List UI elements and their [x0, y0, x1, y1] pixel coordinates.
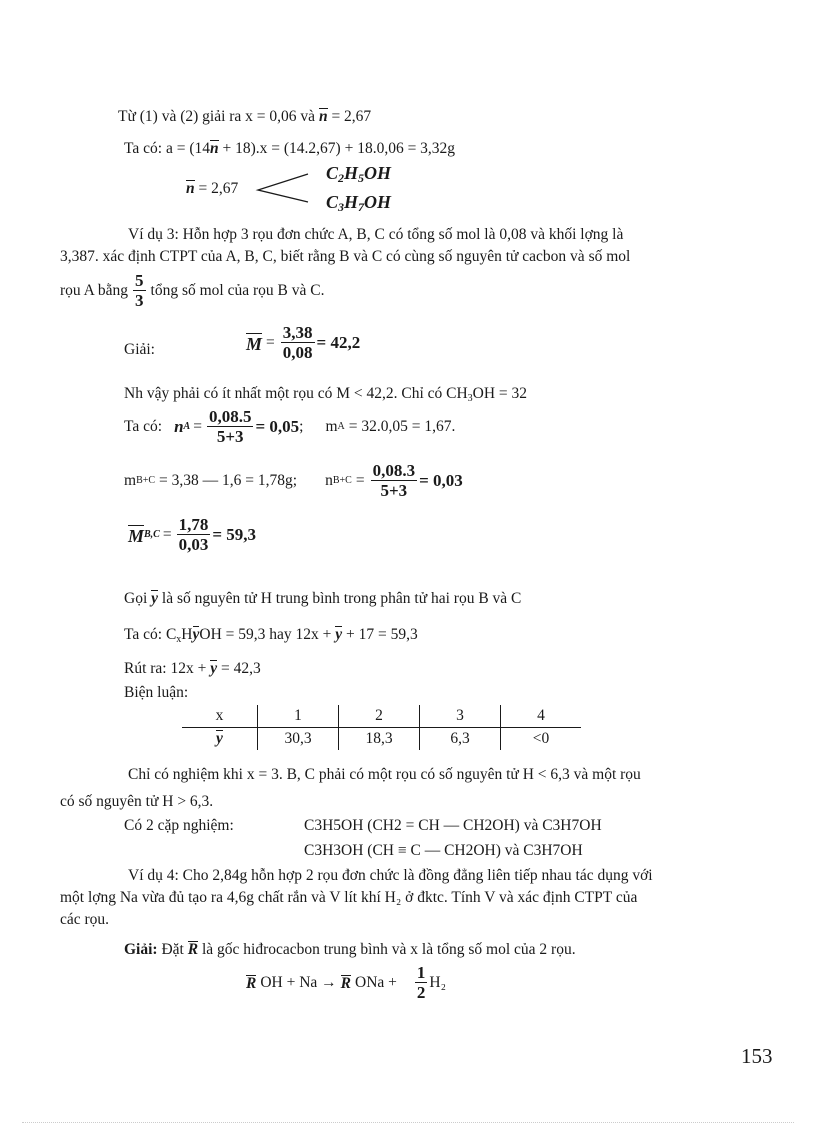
define-y-line: Gọi y là số nguyên tử H trung bình trong phân tử hai rọu B và C [124, 590, 522, 607]
formula-c3h7oh: $C_3H_7OH$ [326, 192, 392, 214]
table-cell: 1 [258, 705, 339, 728]
derived-equation: Rút ra: 12x + y = 42,3 [124, 660, 261, 677]
discussion-table [182, 705, 581, 750]
table-cell: 6,3 [420, 728, 501, 751]
discussion-label: Biện luận: [124, 684, 189, 701]
table-cell: 18,3 [339, 728, 420, 751]
example3-line3: rọu A bằng $\frac{5}{3}$ tổng số mol của rọu B và C. [60, 271, 325, 310]
example4-line2: một lợng Na vừa đủ tạo ra 4,6g chất rắn và V lít khí H₂ ở đktc. Tính V và xác định CTPT của [60, 889, 638, 906]
conclusion-line: Nh vậy phải có ít nhất một rọu có M < 42,2. Chỉ có $CH_3OH = 32$ [124, 385, 528, 404]
table-header-row [182, 705, 581, 728]
fraction-5-3: $\frac{5}{3}$ [135, 271, 144, 310]
example4-line3: các rọu. [60, 911, 110, 928]
n-average-line: n = 2,67 [186, 180, 239, 197]
branch-bracket [254, 170, 310, 204]
na-equation: Ta có: n A = $\frac{0,08.5}{5+3}$ = 0,05 ; m A = 32.0,05 = 1,67. [124, 407, 456, 446]
n-bar: n [186, 180, 195, 197]
molar-mass-equation: Ta có: $C_xHyOH = 59,3$ hay 12x + y + 17 = 59,3 [124, 626, 418, 645]
example4-line1: Ví dụ 4: Cho 2,84g hỗn hợp 2 rọu đơn chức là đồng đẳng liên tiếp nhau tác dụng với [128, 867, 653, 884]
mbc-nbc-line: m B+C = 3,38 — 1,6 = 1,78g; n B+C = $\frac{0,08.3}{5+3}$ = 0,03 [124, 461, 463, 500]
reaction-equation: R OH + Na → R ONa + $\frac{1}{2}$ H₂ [246, 963, 447, 1002]
pair-1: C3H5OH (CH2 = CH — CH2OH) và C3H7OH [304, 817, 602, 834]
table-cell: <0 [501, 728, 582, 751]
mass-a-line: Ta có: a = (14n + 18).x = (14.2,67) + 18.0,06 = 3,32g [124, 140, 456, 157]
solution-label: Giải: [124, 341, 155, 358]
page-number: 153 [741, 1044, 773, 1068]
table-row [182, 728, 581, 751]
n-bar: n [209, 140, 219, 157]
only-solution-line1: Chỉ có nghiệm khi x = 3. B, C phải có một rọu có số nguyên tử H < 6,3 và một rọu [128, 766, 641, 783]
pairs-label: Có 2 cặp nghiệm: [124, 817, 234, 834]
formula-c2h5oh: $C_2H_5OH$ [326, 163, 392, 185]
m-average-equation: M = $\frac{3,38}{0,08}$ = 42,2 [246, 323, 361, 362]
only-solution-line2: có số nguyên tử H > 6,3. [60, 793, 214, 810]
table-cell: 4 [501, 705, 582, 728]
table-cell: 30,3 [258, 728, 339, 751]
example3-line1: Ví dụ 3: Hỗn hợp 3 rọu đơn chức A, B, C có tổng số mol là 0,08 và khối lợng là [128, 226, 624, 243]
table-cell: 2 [339, 705, 420, 728]
pair-2: C3H3OH (CH ≡ C — CH2OH) và C3H7OH [304, 842, 583, 859]
table-cell: 3 [420, 705, 501, 728]
example3-line2: 3,387. xác định CTPT của A, B, C, biết rằng B và C có cùng số nguyên tử cacbon và số mol [60, 248, 631, 265]
mbc-average-equation: M B,C = $\frac{1,78}{0,03}$ = 59,3 [128, 515, 257, 554]
result-line: Từ (1) và (2) giải ra x = 0,06 và n = 2,67 [118, 108, 372, 125]
solution4-line: Giải: Đặt R là gốc hiđrocacbon trung bình và x là tổng số mol của 2 rọu. [124, 941, 576, 958]
table-cell: x [182, 705, 258, 728]
n-bar: n [318, 108, 328, 125]
table-cell: y [216, 730, 223, 747]
